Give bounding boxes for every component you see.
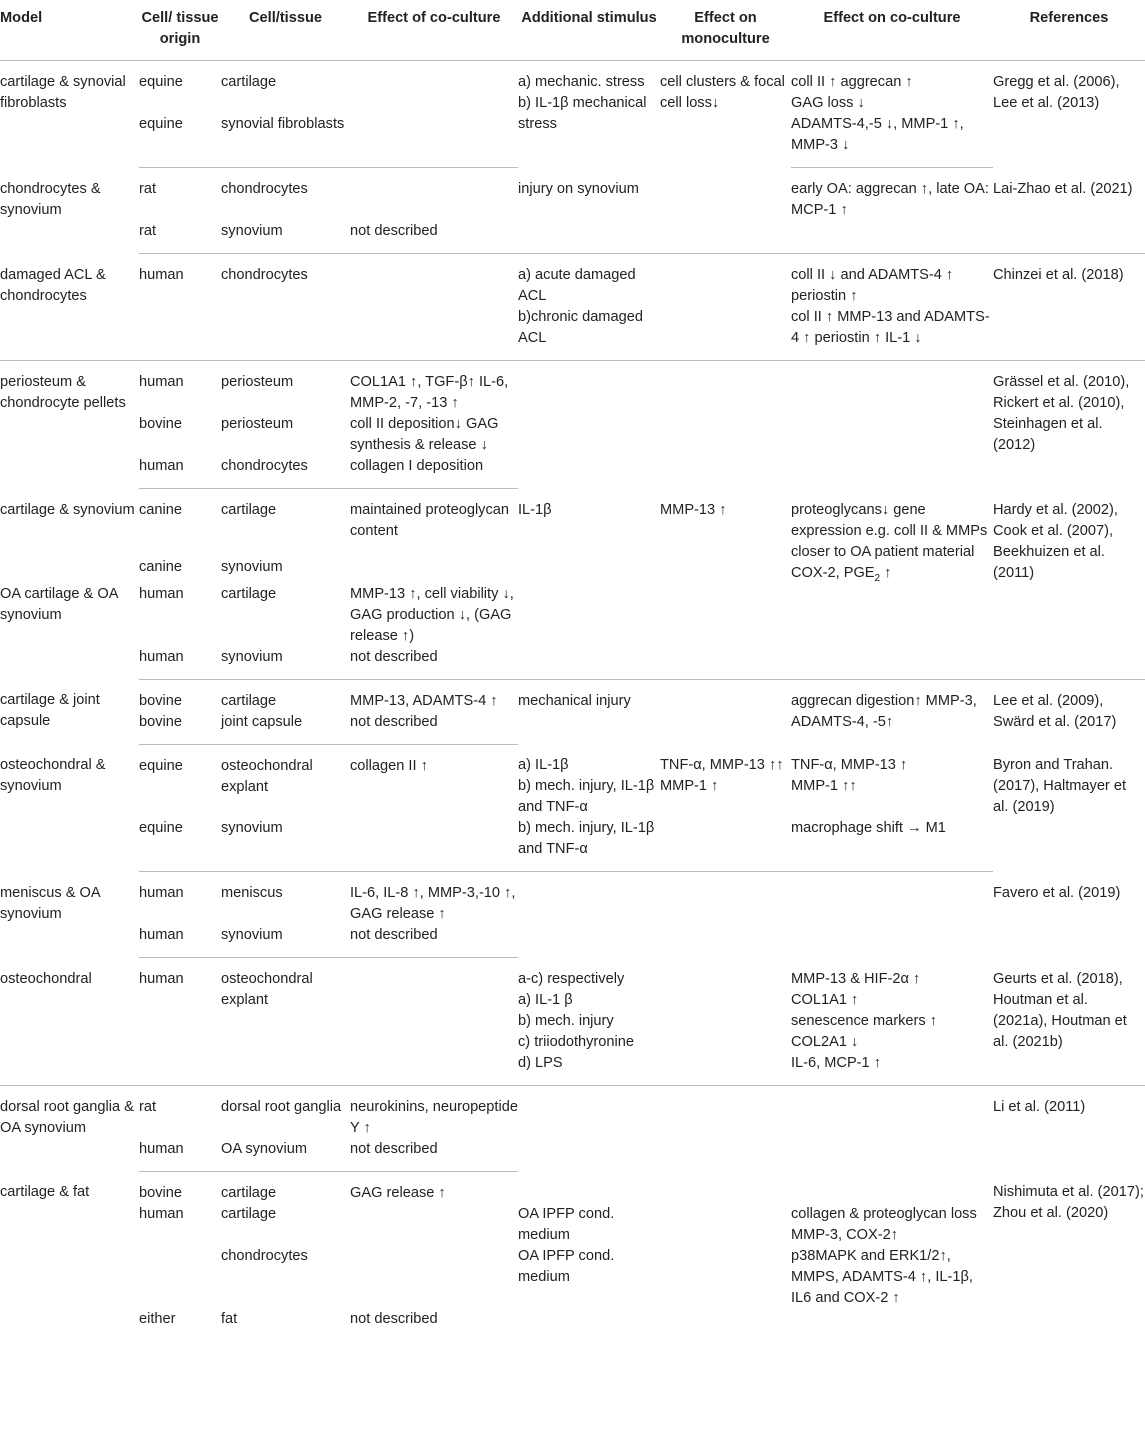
references-cell: Nishimuta et al. (2017); Zhou et al. (2020): [993, 1184, 1144, 1221]
tissue-cell: periosteum: [221, 374, 294, 390]
col-header-model: Model: [0, 0, 139, 61]
origin-cell: bovine: [139, 416, 183, 432]
origin-cell: equine: [139, 74, 183, 90]
model-cell: cartilage & synovial fibroblasts: [0, 74, 126, 111]
effect-cell: coll II deposition↓ GAG synthesis & release ↓: [350, 416, 499, 453]
tissue-cell: synovial fibroblasts: [221, 93, 350, 168]
monoculture-cell: [660, 254, 791, 361]
monoculture-cell: cell clusters & focal cell loss↓: [660, 74, 785, 111]
monoculture-cell: TNF-α, MMP-13 ↑↑ MMP-1 ↑: [660, 757, 784, 794]
references-cell: Favero et al. (2019): [993, 884, 1121, 901]
model-cell: cartilage & synovium: [0, 501, 135, 518]
origin-cell: human: [139, 254, 221, 361]
tissue-cell: dorsal root ganglia: [221, 1098, 342, 1115]
origin-cell: canine: [139, 502, 183, 518]
origin-cell: bovine: [139, 692, 183, 709]
effect-cell: maintained proteoglycan content: [350, 502, 510, 539]
model-cell: chondrocytes & synovium: [0, 180, 101, 218]
tissue-cell: osteochondral explant: [221, 757, 313, 795]
col-header-tissue: Cell/tissue: [221, 0, 350, 61]
monoculture-cell: [660, 168, 791, 222]
table-row: [0, 361, 1145, 415]
model-cell: periosteum & chondrocyte pellets: [0, 374, 126, 411]
effect-cell: not described: [350, 1310, 438, 1327]
stimulus-cell: a) mechanic. stress b) IL-1β mechanical stress: [518, 74, 647, 132]
origin-cell: human: [139, 1205, 184, 1222]
tissue-cell: cartilage: [221, 502, 277, 518]
col-header-stimulus: Additional stimulus: [518, 0, 660, 61]
table-row: [0, 489, 1145, 557]
coculture-effect-cell: aggrecan digestion↑ MMP-3, ADAMTS-4, -5↑: [791, 692, 977, 730]
coculture-effect-cell: [791, 489, 993, 584]
effect-cell: MMP-13 ↑, cell viability ↓, GAG production ↓, (GAG release ↑): [350, 585, 514, 644]
tissue-cell: chondrocytes: [221, 456, 350, 489]
coculture-effect-cell: collagen & proteoglycan loss MMP-3, COX-2↑: [791, 1205, 977, 1243]
origin-cell: equine: [139, 93, 221, 168]
effect-cell: collagen I deposition: [350, 456, 518, 489]
monoculture-cell: MMP-13 ↑: [660, 501, 727, 518]
stimulus-cell: IL-1β: [518, 501, 552, 518]
tissue-cell: cartilage: [221, 1184, 277, 1201]
references-cell: Chinzei et al. (2018): [993, 254, 1145, 361]
coculture-effect-cell: TNF-α, MMP-13 ↑ MMP-1 ↑↑: [791, 757, 908, 794]
references-cell: Gregg et al. (2006), Lee et al. (2013): [993, 74, 1120, 111]
references-cell: Li et al. (2011): [993, 1098, 1086, 1115]
effect-cell: not described: [350, 1139, 518, 1172]
tissue-cell: cartilage: [221, 74, 277, 90]
origin-cell: either: [139, 1310, 176, 1327]
tissue-cell: periosteum: [221, 416, 294, 432]
effect-cell: not described: [350, 925, 518, 958]
references-cell: Byron and Trahan. (2017), Haltmayer et al. (2019): [993, 757, 1127, 815]
coculture-effect-text: proteoglycans↓ gene expression e.g. coll II & MMPs closer to OA patient material: [791, 501, 988, 560]
origin-cell: human: [139, 925, 221, 958]
references-cell: Lai-Zhao et al. (2021): [993, 180, 1133, 197]
table-row: [0, 1085, 1145, 1139]
origin-cell: human: [139, 647, 221, 680]
table-row: [0, 818, 1145, 872]
tissue-cell: meniscus: [221, 885, 283, 901]
table-row: [0, 1246, 1145, 1309]
effect-cell: MMP-13, ADAMTS-4 ↑: [350, 692, 498, 709]
references-cell: Lee et al. (2009), Swärd et al. (2017): [993, 692, 1117, 730]
tissue-cell: synovium: [221, 221, 350, 254]
table-row: [0, 1204, 1145, 1246]
coculture-effect-cell: macrophage shift → M1: [791, 818, 993, 872]
effect-cell: [350, 168, 518, 222]
model-cell: cartilage & fat: [0, 1184, 90, 1200]
origin-cell: rat: [139, 181, 157, 197]
tissue-cell: synovium: [221, 925, 350, 958]
tissue-cell: OA synovium: [221, 1139, 350, 1172]
origin-cell: human: [139, 958, 221, 1086]
tissue-cell: joint capsule: [221, 712, 350, 745]
tissue-cell: osteochondral explant: [221, 958, 350, 1086]
tissue-cell: synovium: [221, 558, 283, 575]
coculture-effect-cell: GAG loss ↓ ADAMTS-4,-5 ↓, MMP-1 ↑, MMP-3 ↓: [791, 93, 993, 168]
model-cell: damaged ACL & chondrocytes: [0, 254, 139, 361]
model-cell: OA cartilage & OA synovium: [0, 585, 118, 623]
col-header-references: References: [993, 0, 1145, 61]
effect-cell: not described: [350, 712, 518, 745]
tissue-cell: cartilage: [221, 692, 277, 709]
effect-cell: neurokinins, neuropeptide Y ↑: [350, 1098, 518, 1136]
col-header-origin: Cell/ tissue origin: [139, 0, 221, 61]
coculture-effect-cell: MMP-13 & HIF-2α ↑ COL1A1 ↑ senescence markers ↑ COL2A1 ↓ IL-6, MCP-1 ↑: [791, 958, 993, 1086]
origin-cell: bovine: [139, 1184, 183, 1201]
header-row: [0, 0, 1145, 61]
table-row: [0, 647, 1145, 680]
col-header-effect-on-coculture: Effect on co-culture: [791, 0, 993, 61]
tissue-cell: cartilage: [221, 1205, 277, 1222]
tissue-cell: fat: [221, 1310, 238, 1327]
origin-cell: bovine: [139, 712, 221, 745]
tissue-cell: synovium: [221, 818, 350, 872]
table-row: [0, 168, 1145, 222]
table-row: [0, 584, 1145, 647]
stimulus-cell: a-c) respectively a) IL-1 β b) mech. injury c) triiodothyronine d) LPS: [518, 958, 660, 1086]
table-row: [0, 61, 1145, 94]
model-cell: meniscus & OA synovium: [0, 884, 100, 922]
effect-cell: [350, 254, 518, 361]
origin-cell: equine: [139, 818, 221, 872]
origin-cell: human: [139, 885, 184, 901]
stimulus-cell: OA IPFP cond. medium: [518, 1205, 615, 1243]
origin-cell: human: [139, 585, 184, 602]
coculture-effect-cell: early OA: aggrecan ↑, late OA: MCP-1 ↑: [791, 181, 989, 218]
stimulus-cell: b) mech. injury, IL-1β and TNF-α: [518, 818, 660, 872]
effect-cell: [350, 61, 518, 94]
references-cell: Hardy et al. (2002), Cook et al. (2007), Beekhuizen et al. (2011): [993, 501, 1118, 581]
table-row: [0, 872, 1145, 926]
model-cell: cartilage & joint capsule: [0, 692, 100, 729]
table-row: [0, 254, 1145, 361]
effect-cell: [350, 93, 518, 168]
tissue-cell: chondrocytes: [221, 1247, 308, 1264]
origin-cell: human: [139, 374, 184, 390]
stimulus-cell: a) acute damaged ACL b)chronic damaged ACL: [518, 254, 660, 361]
effect-cell: collagen II ↑: [350, 757, 428, 774]
effect-cell: not described: [350, 221, 518, 254]
table-row: [0, 958, 1145, 1086]
origin-cell: rat: [139, 1098, 157, 1115]
tissue-cell: synovium: [221, 647, 350, 680]
origin-cell: human: [139, 456, 221, 489]
effect-cell: COL1A1 ↑, TGF-β↑ IL-6, MMP-2, -7, -13 ↑: [350, 374, 509, 411]
origin-cell: rat: [139, 221, 221, 254]
effect-cell: not described: [350, 647, 518, 680]
stimulus-cell: mechanical injury: [518, 692, 631, 709]
table-row: [0, 221, 1145, 254]
table-row: [0, 744, 1145, 818]
stimulus-cell: a) IL-1β b) mech. injury, IL-1β and TNF-α: [518, 757, 655, 815]
coculture-effect-cell: coll II ↑ aggrecan ↑: [791, 74, 913, 90]
model-cell: dorsal root ganglia & OA synovium: [0, 1098, 134, 1136]
table-row: [0, 1309, 1145, 1330]
tissue-cell: chondrocytes: [221, 181, 308, 197]
stimulus-cell: injury on synovium: [518, 180, 639, 197]
effect-cell: IL-6, IL-8 ↑, MMP-3,-10 ↑, GAG release ↑: [350, 885, 516, 922]
tissue-cell: chondrocytes: [221, 254, 350, 361]
col-header-effect-coculture: Effect of co-culture: [350, 0, 518, 61]
effect-cell: GAG release ↑: [350, 1184, 446, 1201]
tissue-cell: cartilage: [221, 585, 277, 602]
origin-cell: human: [139, 1139, 221, 1172]
model-cell: osteochondral: [0, 958, 139, 1086]
col-header-effect-monoculture: Effect on monoculture: [660, 0, 791, 61]
references-cell: Grässel et al. (2010), Rickert et al. (2010), Steinhagen et al. (2012): [993, 374, 1130, 453]
origin-cell: canine: [139, 558, 183, 575]
references-cell: Geurts et al. (2018), Houtman et al. (2021a), Houtman et al. (2021b): [993, 958, 1145, 1086]
model-cell: osteochondral & synovium: [0, 757, 106, 794]
stimulus-cell: OA IPFP cond. medium: [518, 1247, 615, 1285]
origin-cell: equine: [139, 757, 183, 774]
coculture-effect-cell: coll II ↓ and ADAMTS-4 ↑ periostin ↑ col II ↑ MMP-13 and ADAMTS-4 ↑ periostin ↑ IL-1 ↓: [791, 254, 993, 361]
table-row: [0, 679, 1145, 712]
coculture-effect-text: COX-2, $PGE_2$ ↑: [791, 564, 892, 584]
coculture-effect-cell: p38MAPK and ERK1/2↑, MMPS, ADAMTS-4 ↑, IL-1β, IL6 and COX-2 ↑: [791, 1247, 973, 1306]
table-row: [0, 1171, 1145, 1204]
